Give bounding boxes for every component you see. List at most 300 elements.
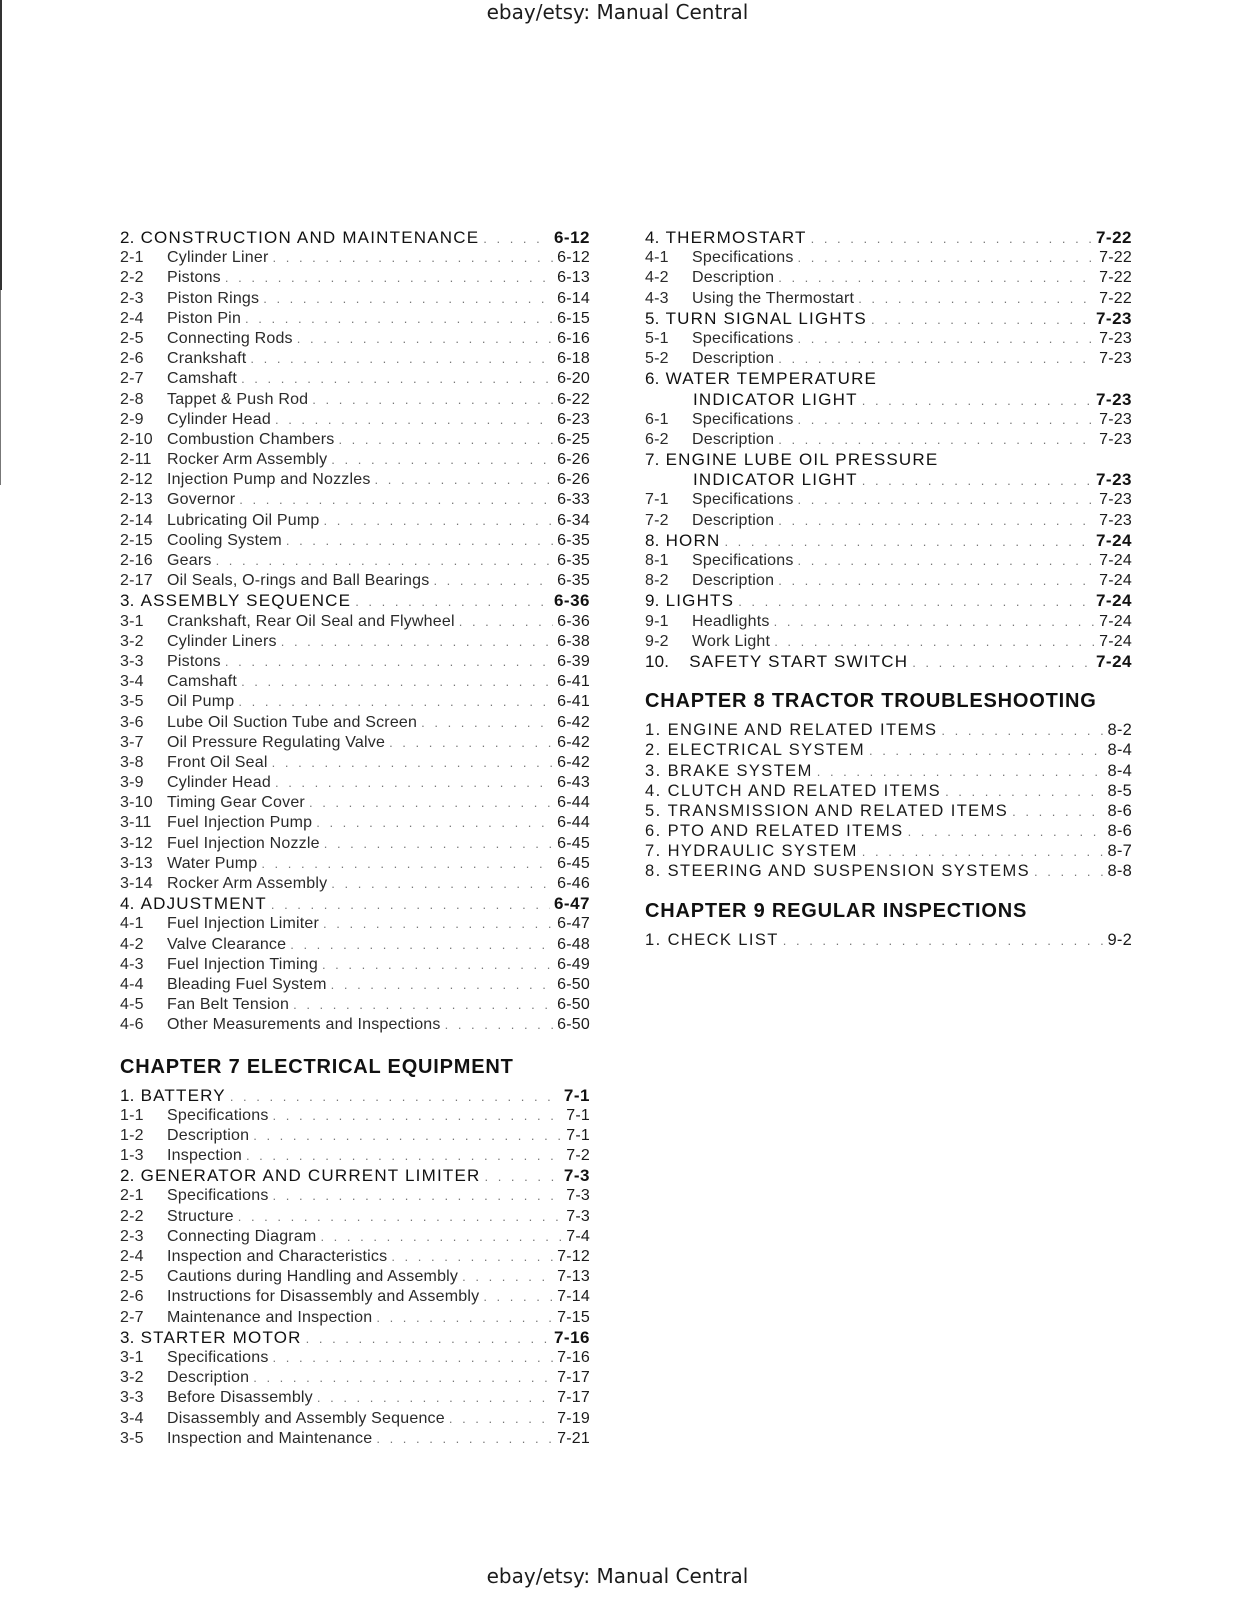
entry-number: 1.	[645, 930, 662, 949]
toc-section-lights[interactable]	[645, 591, 1132, 611]
toc-entry[interactable]	[120, 935, 590, 955]
toc-section-engine-lube-oil-pressure-cont[interactable]	[645, 470, 1132, 490]
leader-dots	[273, 1106, 563, 1126]
section-title: ASSEMBLY SEQUENCE	[140, 591, 352, 611]
entry-number: 3-7	[120, 733, 144, 751]
entry-number: 2-17	[120, 572, 153, 590]
toc-entry[interactable]	[120, 713, 590, 733]
entry-title: Cylinder Head	[167, 410, 271, 428]
entry-title: Rocker Arm Assembly	[167, 875, 328, 892]
page-number: 8-7	[1107, 842, 1132, 861]
entry-title: Specifications	[692, 491, 794, 509]
page-number: 6-35	[557, 531, 590, 549]
toc-entry[interactable]	[645, 612, 1132, 632]
leader-dots	[376, 1308, 553, 1328]
toc-right-column	[645, 228, 1132, 950]
entry-number: 3-3	[120, 652, 144, 670]
page-number: 9-2	[1107, 930, 1132, 949]
page-number: 6-47	[557, 915, 590, 933]
leader-dots	[871, 310, 1092, 330]
page-number: 7-17	[557, 1389, 590, 1407]
entry-title: Specifications	[692, 249, 794, 267]
leader-dots	[798, 248, 1096, 268]
leader-dots	[273, 1348, 554, 1368]
entry-title: Tappet & Push Rod	[167, 390, 309, 408]
toc-entry[interactable]	[645, 289, 1132, 309]
leader-dots	[798, 551, 1096, 571]
page-number: 7-22	[1099, 289, 1132, 307]
page-number: 6-13	[557, 269, 590, 287]
toc-entry[interactable]	[120, 955, 590, 975]
leader-dots	[225, 652, 553, 672]
leader-dots	[798, 329, 1096, 349]
entry-title: STEERING AND SUSPENSION SYSTEMS	[667, 862, 1031, 881]
toc-entry[interactable]	[120, 793, 590, 813]
page-number: 7-4	[566, 1227, 590, 1245]
leader-dots	[290, 935, 553, 955]
leader-dots	[459, 612, 553, 632]
entry-number: 2-4	[120, 309, 144, 327]
entry-number: 3-5	[120, 1429, 144, 1447]
toc-entry[interactable]	[120, 672, 590, 692]
page-number: 7-3	[566, 1187, 590, 1205]
section-title: WATER TEMPERATURE	[665, 369, 878, 389]
entry-number: 4-3	[645, 289, 669, 307]
toc-entry[interactable]	[645, 248, 1132, 268]
toc-entry[interactable]	[120, 1368, 590, 1388]
leader-dots	[738, 592, 1092, 612]
entry-title: Cautions during Handling and Assembly	[167, 1268, 459, 1286]
leader-dots	[331, 450, 553, 470]
section-title: SAFETY START SWITCH	[689, 651, 909, 671]
entry-title: Fuel Injection Limiter	[167, 915, 320, 933]
toc-entry[interactable]	[120, 369, 590, 389]
toc-entry[interactable]	[120, 874, 590, 894]
toc-entry[interactable]	[120, 854, 590, 874]
entry-title: Governor	[167, 491, 236, 509]
watermark-bottom: ebay/etsy: Manual Central	[486, 1564, 749, 1588]
page-number: 7-22	[1095, 228, 1132, 247]
leader-dots	[908, 822, 1104, 842]
leader-dots	[241, 672, 553, 692]
toc-entry[interactable]	[645, 841, 1132, 861]
leader-dots	[324, 511, 554, 531]
entry-number: 2.	[645, 741, 662, 760]
leader-dots	[271, 895, 550, 915]
leader-dots	[238, 692, 553, 712]
toc-entry[interactable]	[645, 551, 1132, 571]
toc-entry[interactable]	[120, 1308, 590, 1328]
section-title: CONSTRUCTION AND MAINTENANCE	[140, 228, 480, 247]
leader-dots	[306, 1329, 550, 1349]
entry-number: 2-6	[120, 350, 144, 368]
page-number: 7-1	[563, 1085, 590, 1105]
toc-section-battery[interactable]	[120, 1086, 590, 1106]
toc-entry[interactable]	[120, 1106, 590, 1126]
leader-dots	[484, 1167, 559, 1187]
section-number: 3.	[120, 591, 135, 611]
toc-entry[interactable]	[645, 720, 1132, 740]
page-number: 7-23	[1095, 308, 1132, 328]
leader-dots	[331, 975, 554, 995]
entry-number: 2-8	[120, 390, 144, 408]
page-number: 7-23	[1099, 430, 1132, 448]
leader-dots	[239, 490, 553, 510]
page-number: 6-22	[557, 390, 590, 408]
page-number: 6-35	[557, 552, 590, 569]
toc-entry[interactable]	[120, 309, 590, 329]
leader-dots	[449, 1409, 553, 1429]
toc-entry[interactable]	[645, 571, 1132, 591]
toc-entry[interactable]	[120, 470, 590, 490]
entry-title: Before Disassembly	[167, 1389, 313, 1407]
leader-dots	[286, 531, 553, 551]
page-number: 7-23	[1099, 329, 1132, 347]
entry-title: Connecting Diagram	[167, 1227, 317, 1245]
page-number: 6-44	[557, 814, 590, 832]
page-number: 6-36	[553, 591, 590, 611]
toc-entry[interactable]	[120, 914, 590, 934]
toc-section-generator[interactable]	[120, 1166, 590, 1186]
leader-dots	[338, 430, 553, 450]
toc-entry[interactable]	[120, 349, 590, 369]
entry-title: Using the Thermostart	[692, 289, 855, 307]
leader-dots	[483, 1287, 553, 1307]
leader-dots	[862, 391, 1092, 411]
entry-number: 4-1	[645, 249, 669, 267]
entry-title: Specifications	[692, 552, 794, 569]
page-number: 7-3	[563, 1166, 590, 1186]
entry-title: Pistons	[167, 652, 221, 670]
chapter-8-heading: CHAPTER 8 TRACTOR TROUBLESHOOTING	[645, 690, 1097, 713]
entry-title: Maintenance and Inspection	[167, 1308, 373, 1326]
page-number: 6-26	[557, 471, 590, 489]
entry-number: 3-2	[120, 1369, 144, 1387]
leader-dots	[225, 268, 553, 288]
toc-entry[interactable]	[645, 268, 1132, 288]
entry-title: Disassembly and Assembly Sequence	[167, 1409, 445, 1427]
toc-entry[interactable]	[120, 1126, 590, 1146]
entry-title: TRANSMISSION AND RELATED ITEMS	[667, 801, 1009, 820]
toc-entry[interactable]	[120, 813, 590, 833]
entry-title: BRAKE SYSTEM	[667, 761, 813, 780]
chapter-9-heading: CHAPTER 9 REGULAR INSPECTIONS	[645, 899, 1028, 922]
page-number: 6-16	[557, 329, 590, 347]
page-number: 7-23	[1099, 511, 1132, 529]
entry-number: 6.	[645, 822, 662, 841]
toc-entry[interactable]	[120, 450, 590, 470]
leader-dots	[1034, 862, 1104, 882]
leader-dots	[774, 632, 1095, 652]
toc-entry[interactable]	[120, 430, 590, 450]
entry-title: Pistons	[167, 269, 221, 287]
leader-dots	[798, 410, 1096, 430]
page-number: 6-45	[557, 854, 590, 872]
toc-entry[interactable]	[120, 248, 590, 268]
toc-entry[interactable]	[120, 1287, 590, 1307]
toc-section-water-temperature[interactable]	[645, 369, 1132, 389]
entry-number: 3-12	[120, 834, 153, 852]
entry-number: 3-9	[120, 774, 144, 792]
toc-entry[interactable]	[120, 612, 590, 632]
entry-title: Lube Oil Suction Tube and Screen	[167, 713, 418, 731]
toc-entry[interactable]	[120, 1247, 590, 1267]
leader-dots	[869, 741, 1104, 761]
toc-entry[interactable]	[120, 1388, 590, 1408]
toc-entry[interactable]	[120, 1015, 590, 1035]
entry-number: 2-7	[120, 1308, 144, 1326]
toc-entry[interactable]	[120, 995, 590, 1015]
entry-title: Fuel Injection Pump	[167, 814, 313, 832]
toc-entry[interactable]	[120, 975, 590, 995]
section-title: ENGINE LUBE OIL PRESSURE	[665, 450, 939, 470]
entry-number: 5-2	[645, 350, 669, 368]
entry-title: Description	[692, 269, 775, 287]
leader-dots	[376, 1429, 553, 1449]
page-number: 6-50	[557, 1016, 590, 1034]
entry-number: 2-11	[120, 451, 152, 469]
toc-entry[interactable]	[120, 551, 590, 571]
leader-dots	[778, 571, 1095, 591]
page-number: 8-5	[1107, 781, 1132, 800]
toc-entry[interactable]	[120, 773, 590, 793]
leader-dots	[331, 874, 553, 894]
toc-entry[interactable]	[120, 753, 590, 773]
section-number: 9.	[645, 591, 660, 611]
entry-number: 3-3	[120, 1389, 144, 1407]
toc-entry[interactable]	[120, 390, 590, 410]
entry-title: Fuel Injection Nozzle	[167, 834, 320, 852]
entry-title: Crankshaft	[167, 350, 247, 368]
page-number: 6-25	[557, 430, 590, 448]
page-number: 7-23	[1099, 350, 1132, 368]
page-number: 6-50	[557, 975, 590, 993]
toc-entry[interactable]	[120, 289, 590, 309]
toc-entry[interactable]	[120, 652, 590, 672]
toc-entry[interactable]	[120, 1429, 590, 1449]
toc-entry[interactable]	[645, 930, 1132, 950]
toc-entry[interactable]	[120, 571, 590, 591]
entry-title: Injection Pump and Nozzles	[167, 471, 371, 489]
page-number: 6-34	[557, 511, 590, 529]
entry-number: 2-10	[120, 430, 153, 448]
leader-dots	[323, 914, 553, 934]
entry-title: Work Light	[692, 632, 771, 650]
entry-number: 3-5	[120, 693, 144, 711]
page-number: 7-24	[1099, 632, 1132, 650]
toc-entry[interactable]	[645, 490, 1132, 510]
toc-entry[interactable]	[645, 801, 1132, 821]
entry-number: 3.	[645, 761, 662, 780]
toc-section-safety-start-switch[interactable]	[645, 652, 1132, 672]
entry-number: 4-4	[120, 975, 144, 993]
entry-number: 4-6	[120, 1016, 144, 1034]
page-number: 7-1	[566, 1106, 590, 1124]
leader-dots	[273, 1186, 563, 1206]
page-number: 8-2	[1107, 721, 1132, 740]
toc-entry[interactable]	[120, 511, 590, 531]
toc-entry[interactable]	[120, 834, 590, 854]
leader-dots	[273, 248, 554, 268]
entry-number: 2-14	[120, 511, 153, 529]
toc-entry[interactable]	[120, 531, 590, 551]
page-number: 6-49	[557, 955, 590, 973]
toc-entry[interactable]	[120, 410, 590, 430]
page-number: 6-47	[553, 894, 590, 914]
section-title: BATTERY	[140, 1085, 226, 1105]
page-number: 7-24	[1099, 572, 1132, 590]
toc-entry[interactable]	[120, 1227, 590, 1247]
entry-number: 3-2	[120, 632, 144, 650]
toc-entry[interactable]	[120, 1186, 590, 1206]
entry-title: Valve Clearance	[167, 935, 287, 953]
leader-dots	[246, 1146, 562, 1166]
page-number: 6-33	[557, 491, 590, 509]
toc-entry[interactable]	[120, 733, 590, 753]
section-number: 3.	[120, 1327, 135, 1347]
toc-entry[interactable]	[645, 511, 1132, 531]
toc-section-horn[interactable]	[645, 531, 1132, 551]
toc-entry[interactable]	[120, 490, 590, 510]
entry-number: 3-13	[120, 854, 153, 872]
leader-dots	[275, 410, 553, 430]
section-title-continued: INDICATOR LIGHT	[693, 470, 858, 490]
entry-number: 4-2	[645, 269, 669, 287]
page-number: 7-23	[1099, 410, 1132, 428]
toc-entry[interactable]	[120, 1207, 590, 1227]
entry-number: 8-2	[645, 572, 669, 590]
entry-title: Front Oil Seal	[167, 753, 268, 771]
entry-number: 2-5	[120, 1268, 144, 1286]
toc-left-column	[120, 228, 590, 1449]
section-number: 2.	[120, 1166, 135, 1186]
leader-dots	[778, 511, 1095, 531]
page-number: 8-4	[1107, 761, 1132, 780]
toc-entry[interactable]	[120, 1267, 590, 1287]
section-number: 5.	[645, 308, 660, 328]
entry-title: Combustion Chambers	[167, 430, 335, 448]
entry-number: 3-11	[120, 814, 152, 832]
page-number: 6-26	[557, 451, 590, 469]
page-number: 6-38	[557, 632, 590, 650]
page-number: 7-13	[557, 1268, 590, 1286]
page-number: 7-24	[1095, 530, 1132, 550]
section-number: 4.	[120, 894, 135, 914]
toc-entry[interactable]	[120, 268, 590, 288]
entry-number: 1-2	[120, 1126, 144, 1144]
page-number: 6-44	[557, 794, 590, 812]
toc-entry[interactable]	[120, 1409, 590, 1429]
toc-entry[interactable]	[645, 761, 1132, 781]
toc-section-engine-lube-oil-pressure[interactable]	[645, 450, 1132, 470]
toc-entry[interactable]	[645, 821, 1132, 841]
entry-title: PTO AND RELATED ITEMS	[667, 822, 904, 841]
entry-number: 7-2	[645, 511, 669, 529]
page-number: 7-23	[1095, 470, 1132, 490]
section-number: 2.	[120, 228, 135, 247]
leader-dots	[375, 470, 554, 490]
toc-section-construction[interactable]	[120, 228, 590, 248]
page-number: 7-22	[1099, 249, 1132, 267]
entry-title: Specifications	[692, 410, 794, 428]
toc-entry[interactable]	[645, 329, 1132, 349]
toc-entry[interactable]	[645, 349, 1132, 369]
entry-title: Cylinder Liners	[167, 632, 277, 650]
toc-entry[interactable]	[645, 632, 1132, 652]
section-number: 7.	[645, 450, 660, 470]
toc-entry[interactable]	[645, 430, 1132, 450]
page-number: 6-48	[557, 935, 590, 953]
toc-entry[interactable]	[645, 861, 1132, 881]
toc-section-adjustment[interactable]	[120, 894, 590, 914]
toc-section-assembly-sequence[interactable]	[120, 591, 590, 611]
toc-entry[interactable]	[120, 1146, 590, 1166]
page-number: 6-23	[557, 410, 590, 428]
toc-entry[interactable]	[120, 632, 590, 652]
toc-section-turn-signal-lights[interactable]	[645, 309, 1132, 329]
leader-dots	[241, 369, 553, 389]
leader-dots	[281, 632, 553, 652]
section-title: GENERATOR AND CURRENT LIMITER	[140, 1166, 481, 1186]
toc-section-starter-motor[interactable]	[120, 1328, 590, 1348]
leader-dots	[238, 1207, 563, 1227]
toc-entry[interactable]	[120, 692, 590, 712]
toc-section-water-temperature-cont[interactable]	[645, 390, 1132, 410]
section-number: 10.	[645, 651, 670, 671]
toc-entry[interactable]	[120, 329, 590, 349]
entry-number: 3-8	[120, 753, 144, 771]
entry-title: Description	[167, 1126, 250, 1144]
entry-title: Cylinder Head	[167, 774, 271, 792]
leader-dots	[778, 268, 1095, 288]
page-number: 7-24	[1099, 552, 1132, 569]
entry-title: Description	[692, 350, 775, 368]
entry-title: Water Pump	[167, 854, 258, 872]
entry-title: Gears	[167, 552, 212, 569]
entry-number: 3-6	[120, 713, 144, 731]
page-number: 6-39	[557, 652, 590, 670]
entry-number: 2-5	[120, 329, 144, 347]
entry-title: Headlights	[692, 612, 770, 630]
entry-title: Cooling System	[167, 531, 282, 549]
page-number: 7-3	[566, 1207, 590, 1225]
leader-dots	[389, 733, 553, 753]
entry-number: 2-6	[120, 1288, 144, 1306]
entry-number: 2-1	[120, 249, 144, 267]
entry-number: 2-2	[120, 269, 144, 287]
page-number: 7-1	[566, 1126, 590, 1144]
toc-entry[interactable]	[120, 1348, 590, 1368]
section-title: ADJUSTMENT	[140, 894, 267, 914]
page-number: 8-6	[1107, 801, 1132, 820]
page-number: 7-24	[1099, 612, 1132, 630]
toc-entry[interactable]	[645, 740, 1132, 760]
leader-dots	[322, 955, 553, 975]
entry-title: Bleading Fuel System	[167, 975, 327, 993]
leader-dots	[941, 721, 1103, 741]
section-title: LIGHTS	[665, 591, 735, 611]
toc-entry[interactable]	[645, 410, 1132, 430]
entry-title: Cylinder Liner	[167, 249, 269, 267]
leader-dots	[293, 995, 553, 1015]
toc-entry[interactable]	[645, 781, 1132, 801]
page-number: 7-23	[1099, 491, 1132, 509]
leader-dots	[309, 793, 553, 813]
entry-title: Fan Belt Tension	[167, 996, 290, 1014]
entry-title: Specifications	[692, 329, 794, 347]
toc-section-thermostart[interactable]	[645, 228, 1132, 248]
section-number: 4.	[645, 228, 660, 247]
